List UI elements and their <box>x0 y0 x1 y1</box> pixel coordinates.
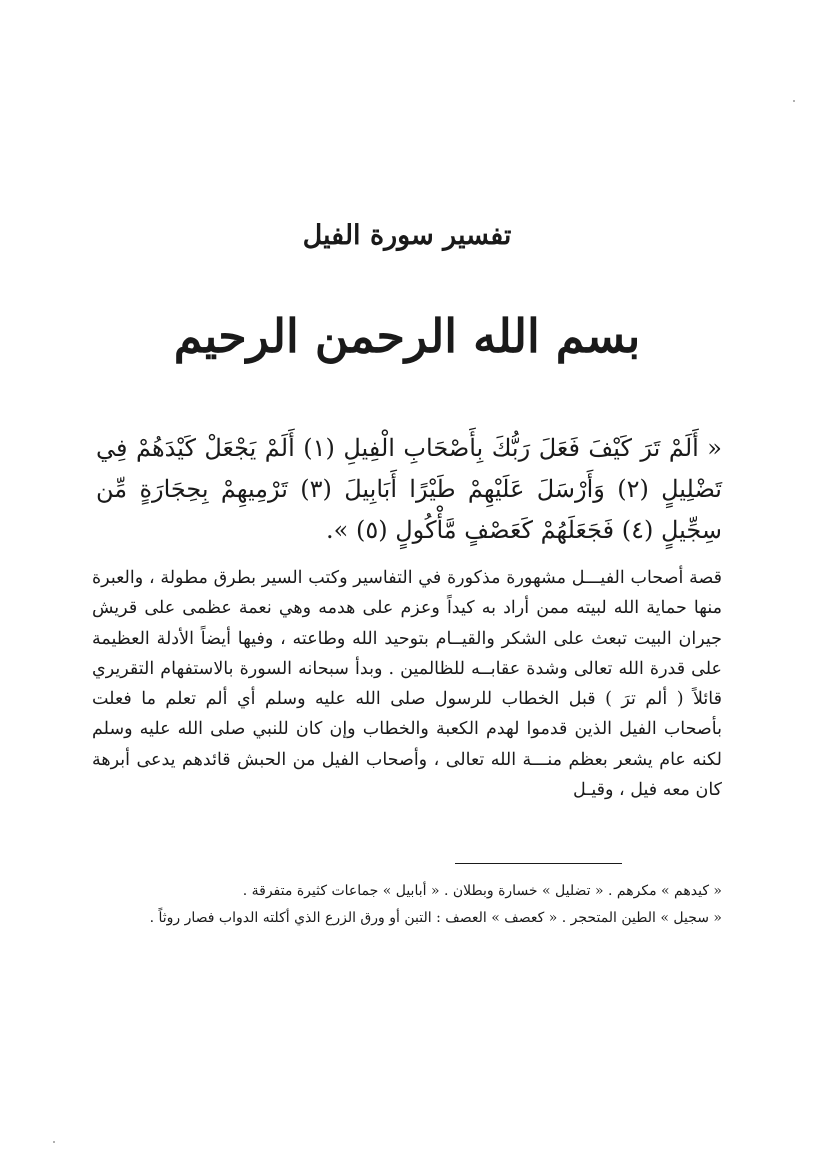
scan-speck <box>53 1141 55 1143</box>
footnote-line: « سجيل » الطين المتحجر . « كعصف » العصف : التبن أو ورق الزرع الذي أكلته الدواب فصار روثاً . <box>149 910 722 926</box>
footnotes <box>92 878 722 932</box>
footnote-divider <box>455 863 622 864</box>
footnote-line: « كيدهم » مكرهم . « تضليل » خسارة وبطلان . « أبابيل » جماعات كثيرة متفرقة . <box>242 883 722 899</box>
commentary-paragraph: قصة أصحاب الفيـــل مشهورة مذكورة في التفاسير وكتب السير بطرق مطولة ، والعبرة منها حماية الله لبيته ممن أراد به كيداً وعزم على هدمه وهي نعمة عظمى على قريش جيران البيت تبعث على الشكر والقيــام بتوحيد الله وطاعته ، وفيها أيضاً الأدلة العظيمة على قدرة الله تعالى وشدة عقابــه للظالمين . وبدأ سبحانه السورة بالاستفهام التقريري قائلاً ( ألم ترَ ) قبل الخطاب للرسول صلى الله عليه وسلم أي ألم تعلم ما فعلت بأصحاب الفيل الذين قدموا لهدم الكعبة والخطاب وإن كان للنبي صلى الله عليه وسلم لكنه عام يشعر بعظم منـــة الله تعالى ، وأصحاب الفيل من الحبش قائدهم يدعى أبرهة كان معه فيل ، وقيـل <box>92 568 722 801</box>
quran-verse: « أَلَمْ تَرَ كَيْفَ فَعَلَ رَبُّكَ بِأَصْحَابِ الْفِيلِ (١) أَلَمْ يَجْعَلْ كَيْدَهُمْ فِي تَضْلِيلٍ (٢) وَأَرْسَلَ عَلَيْهِمْ طَيْرًا أَبَابِيلَ (٣) تَرْمِيهِمْ بِحِجَارَةٍ مِّن سِجِّيلٍ (٤) فَجَعَلَهُمْ كَعَصْفٍ مَّأْكُولٍ (٥) ». <box>96 434 722 544</box>
scan-speck <box>793 100 795 102</box>
basmala-calligraphy: بسم الله الرحمن الرحيم <box>173 309 641 363</box>
page-title: تفسير سورة الفيل <box>302 220 512 251</box>
